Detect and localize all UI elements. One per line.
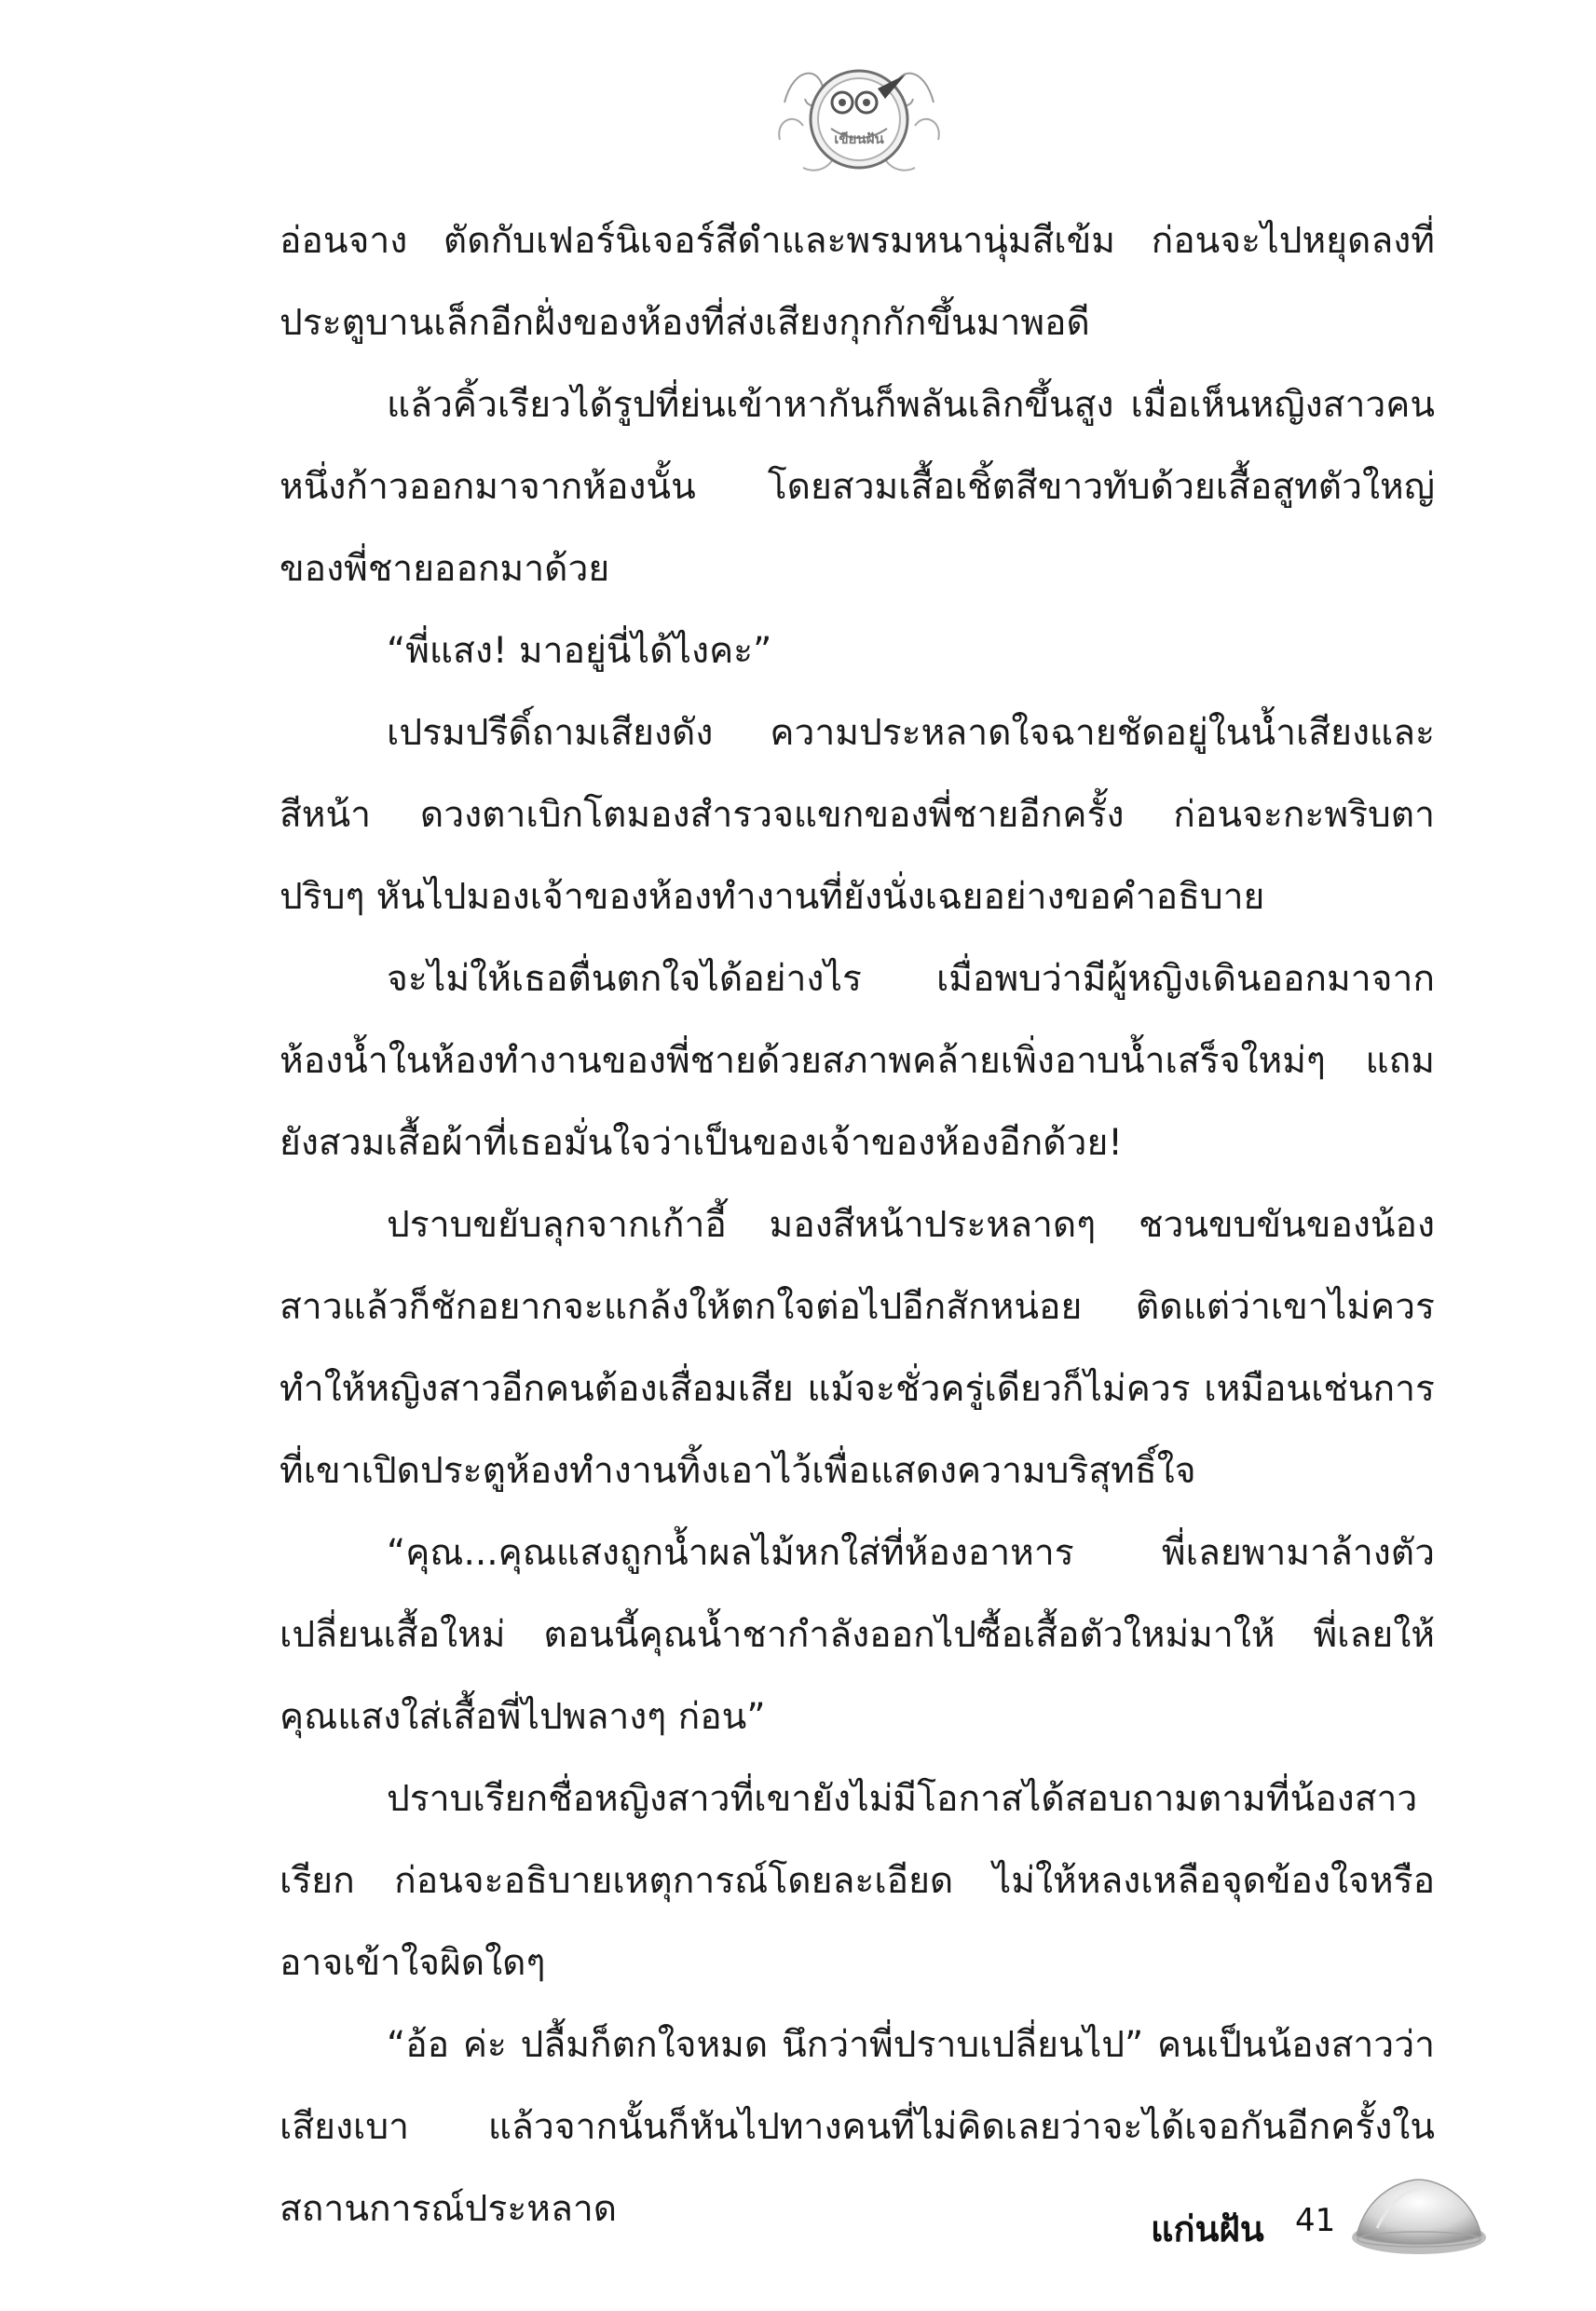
header-logo [766,37,952,196]
rice-hat-icon [1349,2172,1489,2262]
paragraph-5: จะไม่ให้เธอตื่นตกใจได้อย่างไร เมื่อพบว่ามีผู้หญิงเดินออกมาจากห้องน้ำในห้องทำงานของพี่ชายด้วยสภาพคล้ายเพิ่งอาบน้ำเสร็จใหม่ๆ แถมยังสวมเสื้อผ้าที่เธอมั่นใจว่าเป็นของเจ้าของห้องอีกด้วย! [280,958,1435,1164]
paragraph-2: แล้วคิ้วเรียวได้รูปที่ย่นเข้าหากันก็พลันเลิกขึ้นสูง เมื่อเห็นหญิงสาวคนหนึ่งก้าวออกมาจากห้องนั้น โดยสวมเสื้อเชิ้ตสีขาวทับด้วยเสื้อสูทตัวใหญ่ของพี่ชายออกมาด้วย [280,384,1435,590]
book-title: แก่นฝัน [1151,2208,1264,2249]
page-footer [1109,2167,1509,2269]
logo-text: เขียนฝัน [834,130,884,147]
page-number: 41 [1295,2202,1336,2239]
paragraph-8: ปราบเรียกชื่อหญิงสาวที่เขายังไม่มีโอกาสได้สอบถามตามที่น้องสาวเรียก ก่อนจะอธิบายเหตุการณ์โดยละเอียด ไม่ให้หลงเหลือจุดข้องใจหรืออาจเข้าใจผิดใดๆ [280,1778,1435,1984]
paragraph-3: “พี่แสง! มาอยู่นี่ได้ไงคะ” [387,630,772,672]
paragraph-1: อ่อนจาง ตัดกับเฟอร์นิเจอร์สีดำและพรมหนานุ่มสีเข้ม ก่อนจะไปหยุดลงที่ประตูบานเล็กอีกฝั่งของห้องที่ส่งเสียงกุกกักขึ้นมาพอดี [280,220,1435,344]
paragraph-7: “คุณ...คุณแสงถูกน้ำผลไม้หกใส่ที่ห้องอาหาร พี่เลยพามาล้างตัวเปลี่ยนเสื้อใหม่ ตอนนี้คุณน้ำชากำลังออกไปซื้อเสื้อตัวใหม่มาให้ พี่เลยให้คุณแสงใส่เสื้อพี่ไปพลางๆ ก่อน” [280,1532,1435,1738]
paragraph-4: เปรมปรีดิ์ถามเสียงดัง ความประหลาดใจฉายชัดอยู่ในน้ำเสียงและสีหน้า ดวงตาเบิกโตมองสำรวจแขกของพี่ชายอีกครั้ง ก่อนจะกะพริบตาปริบๆ หันไปมองเจ้าของห้องทำงานที่ยังนั่งเฉยอย่างขอคำอธิบาย [280,712,1435,918]
paragraph-6: ปราบขยับลุกจากเก้าอี้ มองสีหน้าประหลาดๆ ชวนขบขันของน้องสาวแล้วก็ชักอยากจะแกล้งให้ตกใจต่อไปอีกสักหน่อย ติดแต่ว่าเขาไม่ควรทำให้หญิงสาวอีกคนต้องเสื่อมเสีย แม้จะชั่วครู่เดียวก็ไม่ควร เหมือนเช่นการที่เขาเปิดประตูห้องทำงานทิ้งเอาไว้เพื่อแสดงความบริสุทธิ์ใจ [280,1204,1435,1492]
paragraph-9: “อ้อ ค่ะ ปลื้มก็ตกใจหมด นึกว่าพี่ปราบเปลี่ยนไป” คนเป็นน้องสาวว่าเสียงเบา แล้วจากนั้นก็หันไปทางคนที่ไม่คิดเลยว่าจะได้เจอกันอีกครั้งในสถานการณ์ประหลาด [280,2024,1435,2230]
ornamental-emblem-icon [766,37,952,196]
